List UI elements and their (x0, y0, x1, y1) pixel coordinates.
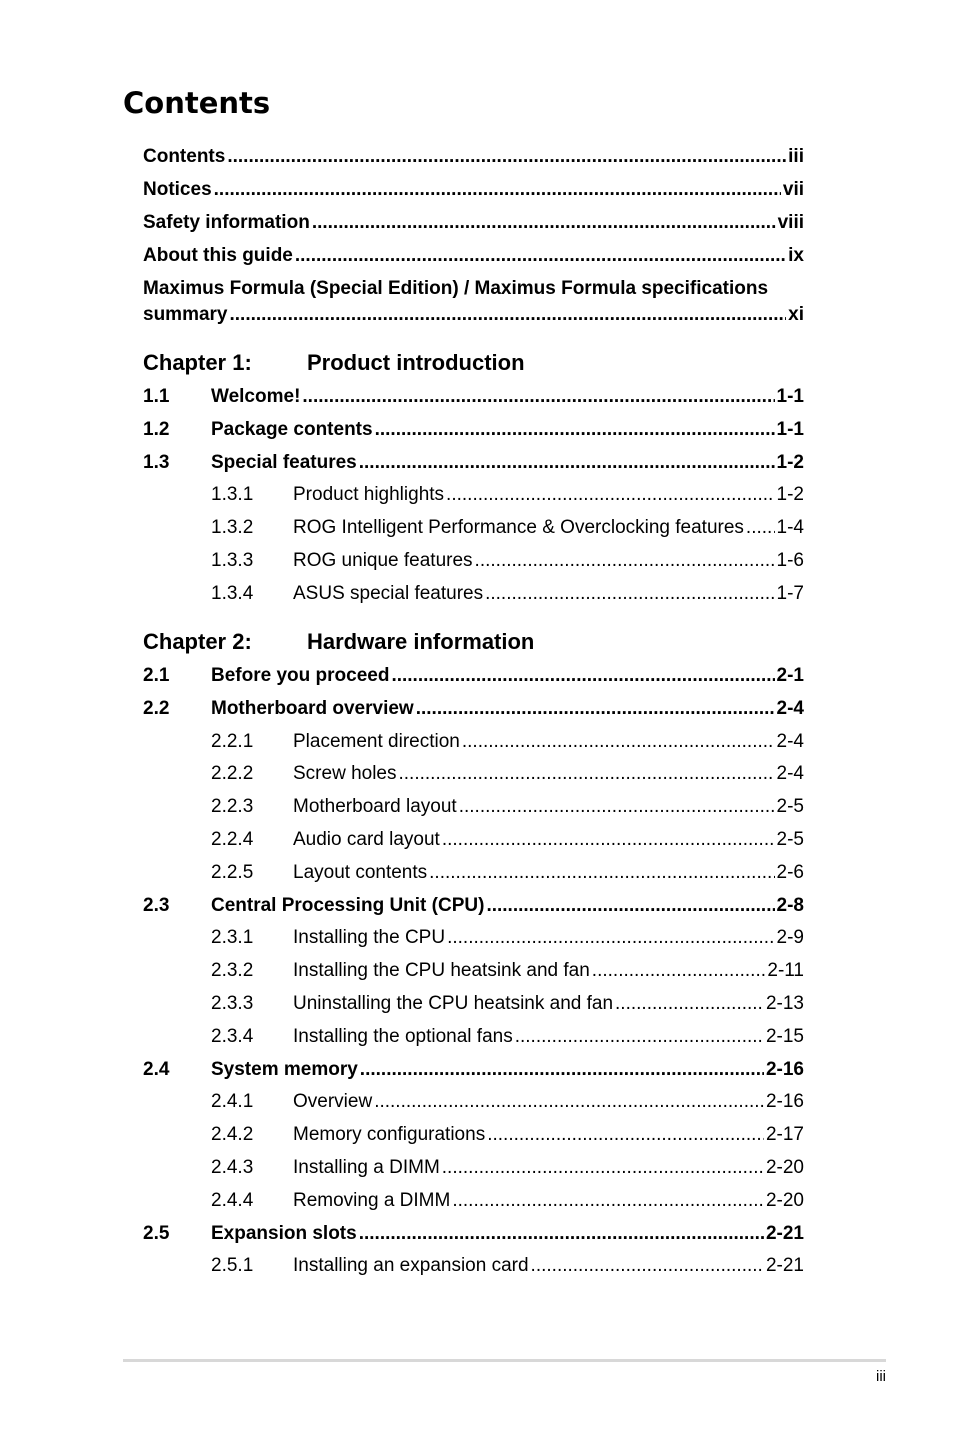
toc-entry-title: Special features (211, 451, 357, 473)
toc-entry[interactable] (143, 1254, 804, 1278)
toc-entry-page: 2-21 (765, 1255, 804, 1277)
toc-entry-number: 2.2.4 (211, 829, 254, 850)
toc-entry[interactable] (143, 516, 804, 540)
toc-entry-title: Installing a DIMM (293, 1157, 440, 1178)
toc-entry-number: 2.1 (143, 665, 170, 686)
toc-entry-title: Package contents (211, 418, 373, 440)
chapter-heading (143, 628, 534, 656)
leader-dots (374, 1090, 764, 1114)
toc-entry-number: 2.2.5 (211, 861, 254, 883)
toc-entry-page: 2-17 (765, 1124, 804, 1146)
toc-entry-page: ix (788, 245, 804, 266)
leader-dots (360, 1058, 764, 1082)
toc-entry-number: 2.2 (143, 697, 170, 719)
toc-entry-title: Removing a DIMM (293, 1189, 451, 1211)
toc-entry-title: Before you proceed (211, 665, 390, 686)
toc-entry-number: 2.4.4 (211, 1189, 254, 1211)
toc-entry-number: 2.2.3 (211, 796, 254, 818)
toc-entry-title: Installing an expansion card (293, 1255, 529, 1277)
toc-entry-title: Welcome! (211, 386, 301, 407)
toc-entry-page: 2-15 (765, 1025, 804, 1047)
toc-entry-number: 2.2.1 (211, 730, 254, 752)
toc-entry[interactable] (143, 145, 804, 169)
toc-entry[interactable] (143, 244, 804, 268)
toc-entry[interactable] (143, 730, 804, 754)
toc-entry-title: ROG Intelligent Performance & Overclocking features (293, 517, 744, 539)
toc-entry-number: 2.3.4 (211, 1025, 254, 1047)
toc-entry-title: Installing the CPU heatsink and fan (293, 960, 590, 982)
toc-entry-number: 1.3.1 (211, 484, 254, 506)
toc-entry-page: 2-16 (765, 1058, 804, 1080)
toc-entry-title: Screw holes (293, 763, 397, 785)
toc-entry-page: 2-8 (776, 894, 804, 916)
leader-dots (359, 451, 775, 475)
toc-entry-page: 1-7 (776, 582, 804, 604)
leader-dots (487, 1123, 764, 1147)
toc-entry-title: About this guide (143, 245, 293, 266)
chapter-label: Chapter 2: (143, 629, 252, 654)
toc-entry-page: 2-4 (776, 763, 804, 785)
toc-entry-page: 2-16 (765, 1091, 804, 1113)
toc-entry-page: 2-13 (765, 993, 804, 1014)
leader-dots (531, 1254, 764, 1278)
toc-entry-title: Layout contents (293, 861, 428, 883)
chapter-label: Chapter 1: (143, 350, 252, 375)
leader-dots (592, 959, 766, 983)
toc-entry-title: Central Processing Unit (CPU) (211, 894, 485, 916)
toc-entry[interactable] (143, 178, 804, 202)
toc-entry-number: 2.3.3 (211, 993, 254, 1014)
toc-entry-page: 1-1 (776, 386, 804, 407)
toc-entry-title: Uninstalling the CPU heatsink and fan (293, 993, 614, 1014)
toc-entry-page: vii (782, 179, 804, 200)
leader-dots (746, 516, 775, 540)
toc-entry[interactable] (143, 1058, 804, 1082)
toc-entry[interactable] (143, 303, 804, 327)
toc-entry[interactable] (143, 992, 804, 1016)
toc-entry[interactable] (143, 211, 804, 235)
toc-entry[interactable] (143, 385, 804, 409)
toc-entry[interactable] (143, 1156, 804, 1180)
toc-entry-number: 2.2.2 (211, 763, 254, 785)
toc-entry[interactable] (143, 959, 804, 983)
toc-entry-page: 2-1 (776, 665, 804, 686)
leader-dots (302, 385, 774, 409)
toc-entry[interactable] (143, 549, 804, 573)
toc-entry-page: viii (777, 212, 804, 233)
toc-entry-number: 2.5.1 (211, 1255, 254, 1277)
toc-entry-page: xi (788, 304, 804, 325)
toc-entry-title: Expansion slots (211, 1222, 357, 1244)
toc-entry[interactable] (143, 1189, 804, 1213)
toc-entry-number: 2.3 (143, 894, 170, 916)
toc-entry[interactable] (143, 418, 804, 442)
toc-entry-page: 1-6 (776, 550, 804, 571)
leader-dots (375, 418, 775, 442)
toc-entry-title: Audio card layout (293, 829, 440, 850)
toc-entry-title: Placement direction (293, 730, 460, 752)
toc-entry-title: summary (143, 304, 228, 325)
toc-entry-number: 1.3.4 (211, 582, 254, 604)
toc-entry[interactable] (143, 664, 804, 688)
toc-entry-page: 1-2 (776, 451, 804, 473)
toc-entry-page: 1-2 (776, 484, 804, 506)
toc-entry-page: 1-4 (776, 517, 804, 539)
toc-entry-page: 2-9 (776, 927, 804, 949)
toc-entry[interactable] (143, 861, 804, 885)
toc-entry-title: Maximus Formula (Special Edition) / Maximus Formula specifications (143, 278, 769, 299)
toc-entry-title: ROG unique features (293, 550, 473, 571)
toc-entry-number: 1.3.3 (211, 550, 254, 571)
toc-entry[interactable] (143, 894, 804, 918)
toc-entry-title: ASUS special features (293, 582, 484, 604)
leader-dots (391, 664, 774, 688)
toc-entry-page: 2-6 (776, 861, 804, 883)
leader-dots (485, 582, 774, 606)
toc-entry[interactable] (143, 483, 804, 507)
leader-dots (399, 762, 775, 786)
toc-entry-number: 2.3.2 (211, 960, 254, 982)
chapter-title: Product introduction (307, 350, 525, 375)
toc-entry-page: 2-21 (765, 1222, 804, 1244)
leader-dots (312, 211, 776, 235)
toc-entry-number: 1.2 (143, 418, 170, 440)
toc-entry-title: Memory configurations (293, 1124, 486, 1146)
toc-entry[interactable] (143, 1123, 804, 1147)
toc-entry-title: Safety information (143, 212, 310, 233)
toc-entry-number: 2.4 (143, 1058, 170, 1080)
toc-entry[interactable] (143, 1222, 804, 1246)
toc-entry[interactable] (143, 926, 804, 950)
leader-dots (416, 697, 775, 721)
leader-dots (459, 795, 775, 819)
chapter-heading (143, 349, 525, 377)
leader-dots (452, 1189, 764, 1213)
toc-entry-page: 2-20 (765, 1157, 804, 1178)
toc-entry-page: 2-11 (767, 960, 804, 982)
page-title: Contents (123, 86, 271, 120)
leader-dots (429, 861, 774, 885)
toc-entry-page: 2-5 (776, 796, 804, 818)
toc-entry-number: 2.3.1 (211, 927, 254, 949)
footer-page-number: iii (876, 1368, 886, 1385)
toc-entry-number: 1.3 (143, 451, 170, 473)
toc-entry[interactable] (143, 762, 804, 786)
chapter-title: Hardware information (307, 629, 535, 654)
toc-entry-title: Installing the optional fans (293, 1025, 513, 1047)
toc-entry[interactable] (143, 1090, 804, 1114)
leader-dots (475, 549, 775, 573)
leader-dots (214, 178, 781, 202)
toc-entry-number: 2.4.3 (211, 1157, 254, 1178)
leader-dots (515, 1025, 764, 1049)
toc-entry[interactable] (143, 1025, 804, 1049)
toc-entry[interactable] (143, 795, 804, 819)
toc-entry-page: 1-1 (776, 418, 804, 440)
leader-dots (462, 730, 775, 754)
toc-entry-page: 2-20 (765, 1189, 804, 1211)
toc-entry-number: 2.4.1 (211, 1091, 254, 1113)
leader-dots (227, 145, 786, 169)
leader-dots (615, 992, 764, 1016)
leader-dots (446, 483, 774, 507)
leader-dots (295, 244, 786, 268)
leader-dots (230, 303, 787, 327)
toc-entry-title: Installing the CPU (293, 927, 446, 949)
toc-entry-number: 2.4.2 (211, 1124, 254, 1146)
toc-entry-title: System memory (211, 1058, 358, 1080)
leader-dots (442, 1156, 764, 1180)
leader-dots (442, 828, 775, 852)
toc-entry[interactable] (143, 828, 804, 852)
leader-dots (447, 926, 774, 950)
toc-entry-number: 1.1 (143, 386, 170, 407)
toc-entry-page: 2-5 (776, 829, 804, 850)
leader-dots (359, 1222, 764, 1246)
toc-entry[interactable] (143, 582, 804, 606)
toc-entry-number: 2.5 (143, 1222, 170, 1244)
toc-entry-number: 1.3.2 (211, 517, 254, 539)
toc-entry-title: Notices (143, 179, 212, 200)
toc-entry-page: 2-4 (776, 697, 804, 719)
toc-entry-title: Motherboard overview (211, 697, 414, 719)
toc-entry[interactable] (143, 451, 804, 475)
toc-entry[interactable] (143, 697, 804, 721)
toc-entry-title: Product highlights (293, 484, 445, 506)
toc-entry-title: Contents (143, 146, 226, 167)
toc-entry-page: 2-4 (776, 730, 804, 752)
footer-divider (123, 1359, 886, 1362)
toc-entry-title: Motherboard layout (293, 796, 457, 818)
leader-dots (486, 894, 774, 918)
toc-entry-title: Overview (293, 1091, 373, 1113)
toc-entry-page: iii (788, 146, 804, 167)
